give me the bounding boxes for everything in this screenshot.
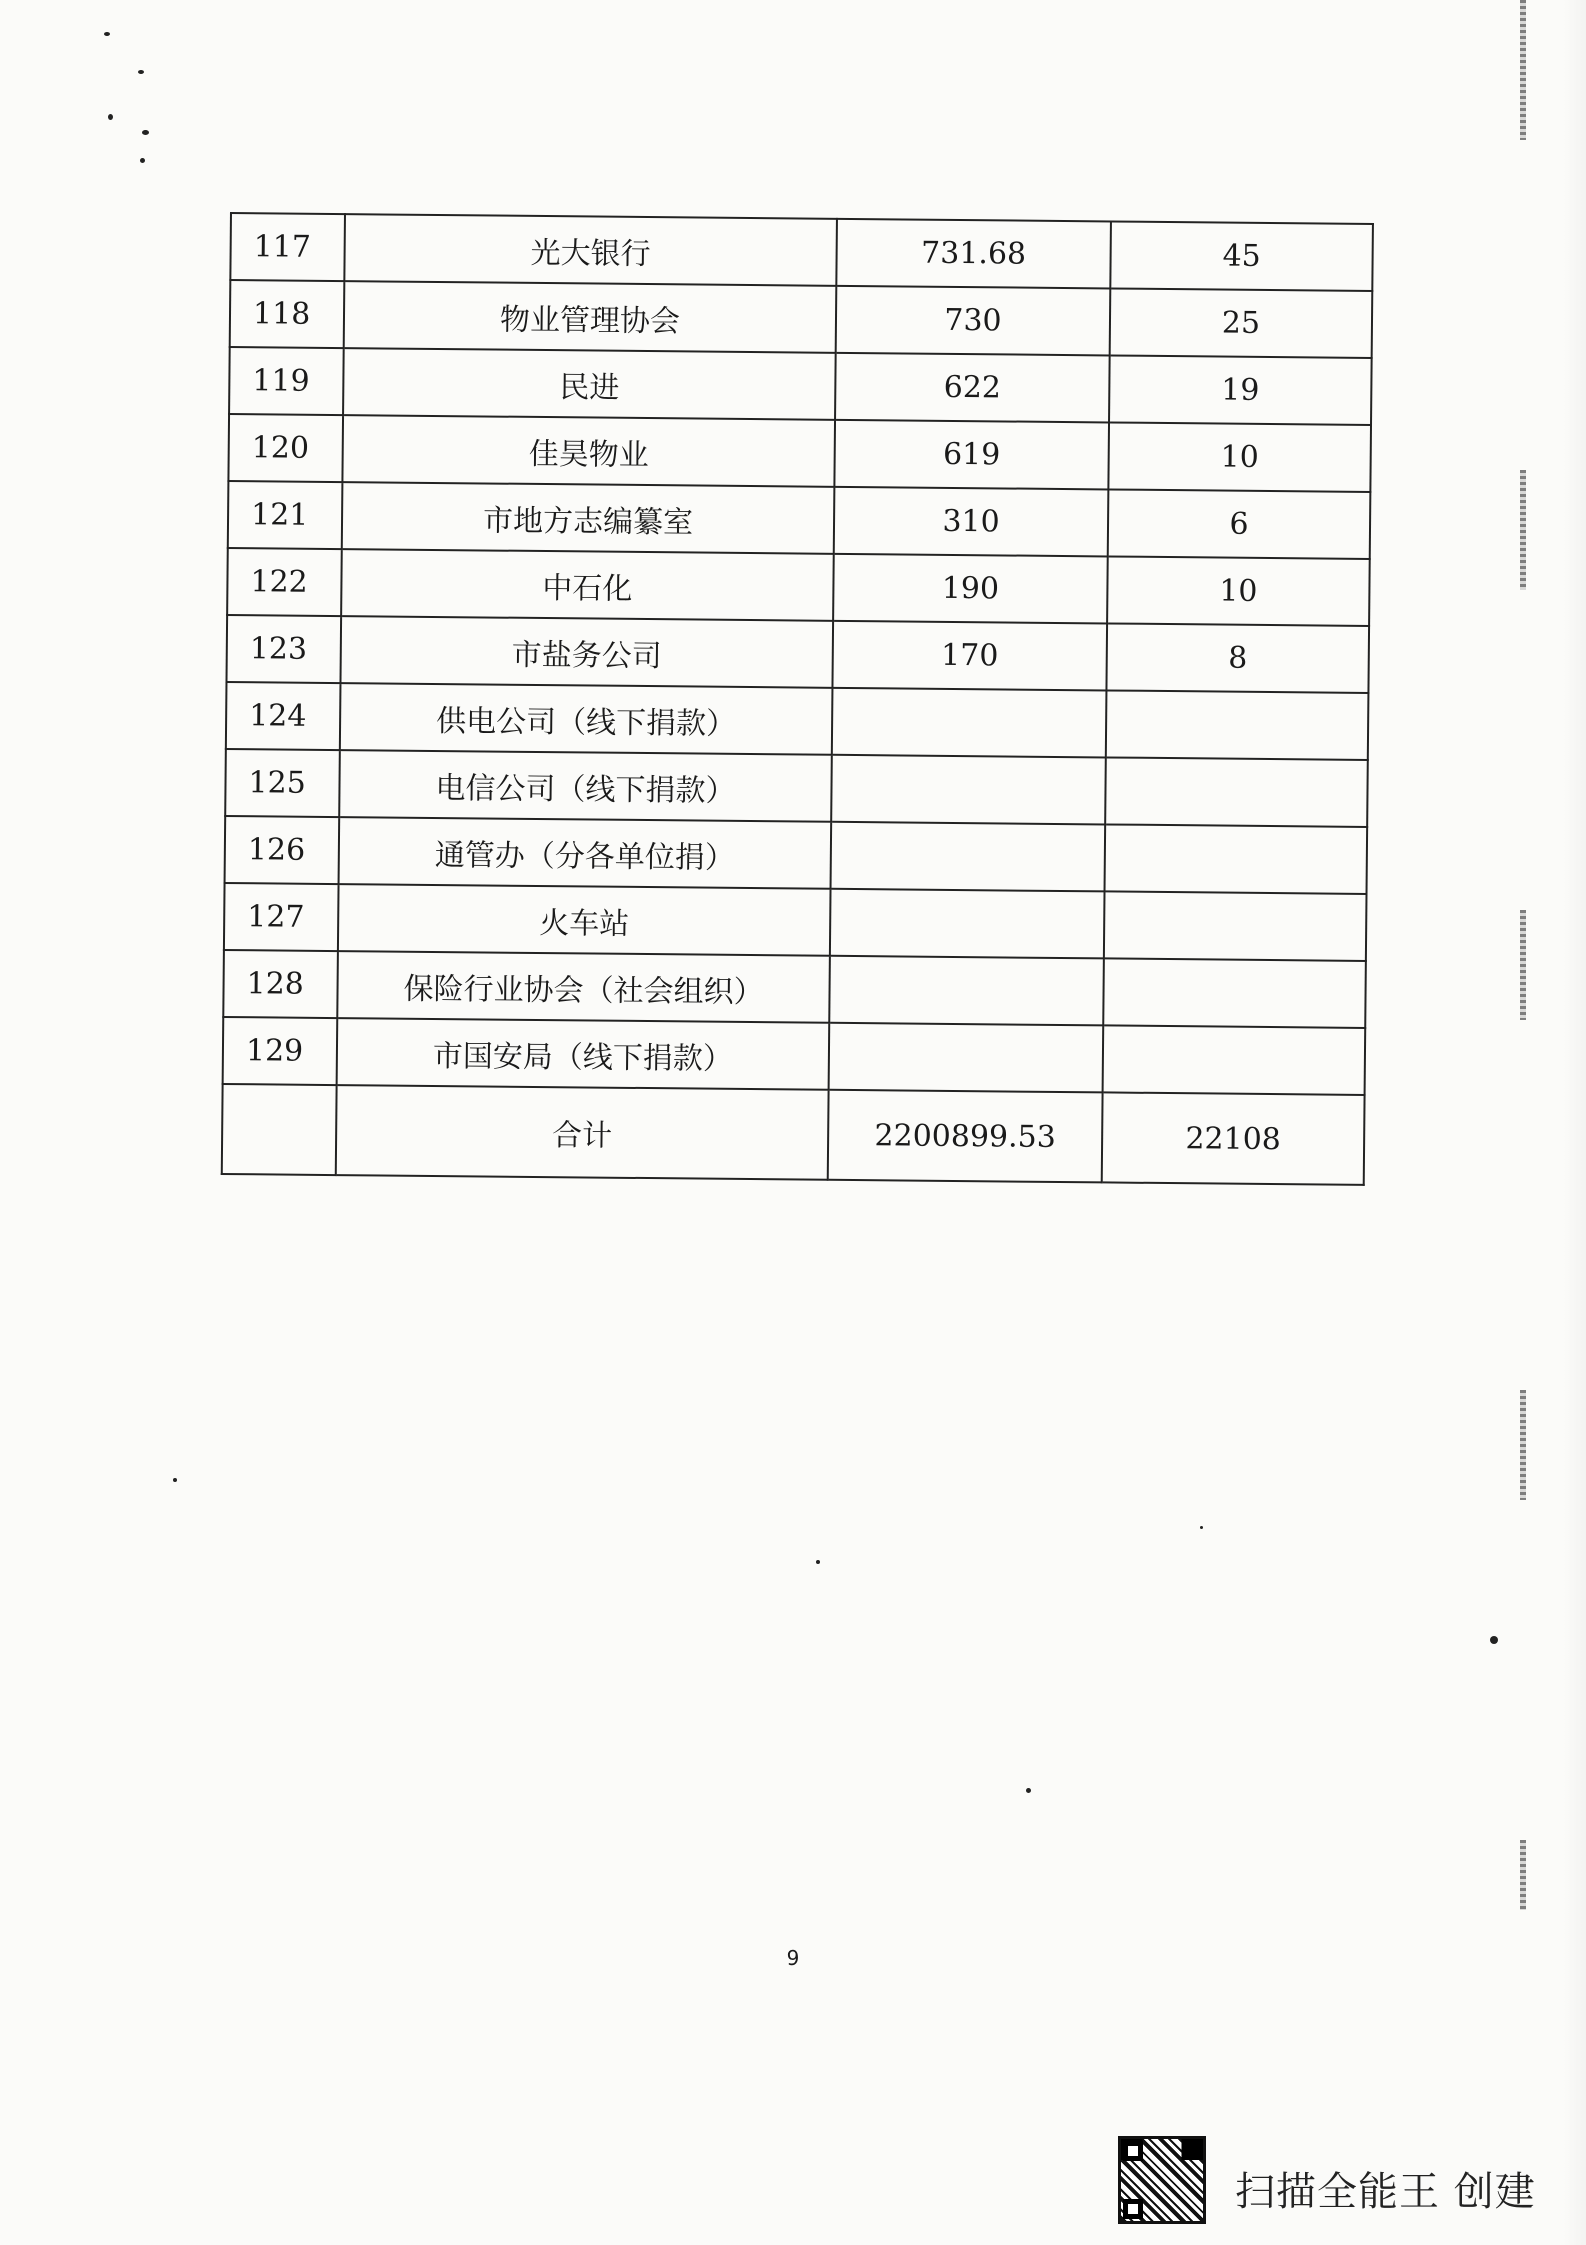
cell-name: 电信公司（线下捐款）	[339, 750, 832, 822]
cell-amount	[829, 1023, 1104, 1093]
cell-count: 45	[1110, 221, 1373, 291]
table-row	[227, 548, 1370, 626]
cell-no: 125	[225, 749, 340, 817]
qr-code-icon	[1118, 2136, 1206, 2224]
cell-count: 6	[1108, 489, 1371, 559]
table-row	[223, 1017, 1366, 1095]
table-row	[230, 280, 1373, 358]
table-row	[226, 682, 1369, 760]
cell-count	[1103, 958, 1366, 1028]
table-row	[226, 615, 1369, 693]
cell-count	[1105, 824, 1368, 894]
scan-edge-mark	[1520, 1390, 1526, 1500]
scan-speck	[142, 130, 149, 135]
cell-name: 物业管理协会	[344, 281, 837, 353]
cell-amount: 170	[832, 621, 1107, 691]
cell-no: 129	[223, 1017, 338, 1085]
scan-edge-mark	[1520, 0, 1526, 140]
table-row	[230, 213, 1373, 291]
cell-count: 10	[1108, 422, 1371, 492]
cell-name: 市盐务公司	[340, 616, 833, 688]
cell-count: 19	[1109, 355, 1372, 425]
scan-speck	[138, 70, 144, 74]
cell-no: 123	[226, 615, 341, 683]
cell-count: 10	[1107, 556, 1370, 626]
total-count: 22108	[1102, 1092, 1365, 1185]
total-no	[222, 1084, 337, 1175]
cell-no: 117	[230, 213, 345, 281]
scan-speck	[1200, 1526, 1203, 1529]
cell-amount: 310	[834, 487, 1109, 557]
cell-name: 中石化	[341, 549, 834, 621]
cell-no: 128	[223, 950, 338, 1018]
cell-amount: 190	[833, 554, 1108, 624]
scan-speck	[816, 1560, 820, 1564]
table-row	[225, 816, 1368, 894]
donation-table-container	[221, 212, 1374, 1186]
cell-name: 市国安局（线下捐款）	[337, 1018, 830, 1090]
cell-name: 光大银行	[344, 214, 837, 286]
cell-count: 25	[1110, 288, 1373, 358]
donation-table	[221, 212, 1374, 1186]
table-body	[222, 213, 1373, 1185]
table-row	[223, 950, 1366, 1028]
scan-speck	[1026, 1788, 1031, 1793]
scan-edge-mark	[1520, 1840, 1526, 1910]
cell-no: 120	[228, 414, 343, 482]
cell-count	[1106, 690, 1369, 760]
scan-edge-mark	[1520, 470, 1526, 590]
cell-no: 126	[225, 816, 340, 884]
cell-count: 8	[1106, 623, 1369, 693]
table-row	[228, 481, 1371, 559]
cell-no: 124	[226, 682, 341, 750]
cell-name: 保险行业协会（社会组织）	[337, 951, 830, 1023]
cell-amount: 731.68	[836, 219, 1111, 289]
cell-name: 市地方志编纂室	[342, 482, 835, 554]
table-row	[228, 414, 1371, 492]
cell-amount	[831, 755, 1106, 825]
cell-amount	[831, 822, 1106, 892]
cell-no: 127	[224, 883, 339, 951]
cell-no: 122	[227, 548, 342, 616]
table-row	[225, 749, 1368, 827]
scan-speck	[140, 158, 145, 163]
page-edge-shadow	[1564, 0, 1586, 2245]
cell-count	[1105, 757, 1368, 827]
cell-name: 通管办（分各单位捐）	[339, 817, 832, 889]
cell-no: 119	[229, 347, 344, 415]
table-row	[229, 347, 1372, 425]
cell-amount	[829, 956, 1104, 1026]
cell-amount: 622	[835, 353, 1110, 423]
cell-name: 火车站	[338, 884, 831, 956]
watermark-text: 扫描全能王 创建	[1235, 2169, 1536, 2215]
page-number: 9	[786, 1946, 800, 1970]
cell-name: 供电公司（线下捐款）	[340, 683, 833, 755]
cell-count	[1103, 1025, 1366, 1095]
table-row	[224, 883, 1367, 961]
cell-no: 118	[230, 280, 345, 348]
total-amount: 2200899.53	[828, 1090, 1103, 1183]
scan-speck	[1490, 1636, 1498, 1644]
total-label: 合计	[336, 1085, 829, 1180]
cell-name: 佳昊物业	[342, 415, 835, 487]
scan-speck	[108, 114, 113, 120]
cell-name: 民进	[343, 348, 836, 420]
cell-amount: 730	[836, 286, 1111, 356]
cell-no: 121	[228, 481, 343, 549]
cell-amount	[830, 889, 1105, 959]
total-row	[222, 1084, 1365, 1185]
cell-count	[1104, 891, 1367, 961]
cell-amount	[832, 688, 1107, 758]
scan-speck	[173, 1478, 177, 1482]
scan-edge-mark	[1520, 910, 1526, 1020]
scan-speck	[104, 32, 110, 36]
cell-amount: 619	[834, 420, 1109, 490]
